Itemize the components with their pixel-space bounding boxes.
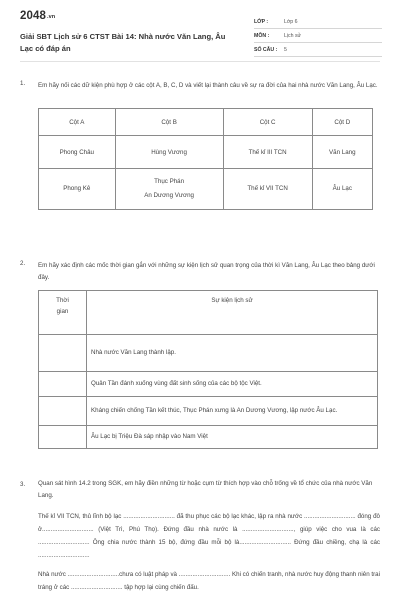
event-cell: Kháng chiến chống Tần kết thúc, Thục Phán xưng là An Dương Vương, lập nước Âu Lạc.	[87, 397, 378, 426]
table-header-time	[39, 291, 87, 335]
meta-value: Lớp 6	[284, 18, 298, 25]
table-cell: Hùng Vương	[115, 136, 223, 169]
question-text: Em hãy nối các dữ kiện phù hợp ở các cột A, B, C, D và viết lại thành câu về sự ra đời của hai nhà nước Văn Lang, Âu Lạc.	[38, 82, 378, 89]
meta-row-subject	[254, 29, 382, 43]
table-cell: Âu Lạc	[312, 169, 372, 210]
time-answer-cell[interactable]	[39, 372, 87, 397]
document-meta	[254, 15, 382, 57]
question-3	[20, 478, 380, 594]
timeline-table	[38, 290, 378, 449]
logo-text: 2048	[20, 10, 46, 22]
cell-line: Thục Phán	[154, 178, 185, 185]
time-answer-cell[interactable]	[39, 335, 87, 372]
question-number: 2.	[20, 260, 26, 267]
event-cell: Nhà nước Văn Lang thành lập.	[87, 335, 378, 372]
table-cell: Phong Châu	[39, 136, 116, 169]
question-text: Em hãy xác định các mốc thời gian gắn với những sự kiện lịch sử quan trọng của thời kì Văn Lang, Âu Lạc theo bảng dưới đây.	[38, 262, 375, 281]
fill-in-paragraph: Thế kỉ VII TCN, thủ lĩnh bộ lạc .............................. đã thu phục các bộ lạc khác, lập ra nhà nước .............................. đóng đô ở.............................. (Việt Trì, Phú Thọ). Đứng đầu nhà nước là .............................., giúp việc cho vua là các .............................. Ông chia nước thành 15 bộ, đứng đầu mỗi bộ là.............................. Đứng đầu chiềng, chạ là các ..............................	[38, 513, 380, 559]
meta-value: Lịch sử	[284, 32, 302, 39]
document-title: Giải SBT Lịch sử 6 CTST Bài 14: Nhà nước Văn Lang, Âu Lạc có đáp án	[20, 32, 226, 53]
table-cell: Phong Kê	[39, 169, 116, 210]
question-text: Quan sát hình 14.2 trong SGK, em hãy điền những từ hoặc cụm từ thích hợp vào chỗ trống về tổ chức của nhà nước Văn Lang.	[38, 480, 373, 499]
table-header-event: Sự kiện lịch sử	[87, 291, 378, 335]
table-header: Cột B	[115, 109, 223, 136]
logo-tld: .vn	[46, 14, 56, 20]
table-row	[39, 169, 373, 210]
table-cell: Thế kỉ VII TCN	[223, 169, 312, 210]
table-cell	[115, 169, 223, 210]
table-cell: Văn Lang	[312, 136, 372, 169]
cell-line: An Dương Vương	[144, 192, 194, 199]
header-line: Thời	[56, 297, 69, 304]
question-2	[20, 260, 380, 284]
table-cell: Thế kỉ III TCN	[223, 136, 312, 169]
event-cell: Quân Tần đánh xuống vùng đất sinh sống của các bộ tộc Việt.	[87, 372, 378, 397]
table-row	[39, 335, 378, 372]
site-logo[interactable]	[20, 10, 55, 22]
matching-table	[38, 108, 373, 210]
time-answer-cell[interactable]	[39, 426, 87, 449]
table-row	[39, 397, 378, 426]
meta-row-question-count	[254, 43, 382, 57]
meta-key: MÔN :	[254, 32, 270, 39]
question-number: 1.	[20, 80, 26, 87]
table-row	[39, 136, 373, 169]
header-line: gian	[56, 308, 69, 315]
question-number: 3.	[20, 481, 26, 488]
table-row	[39, 426, 378, 449]
header-divider	[20, 61, 380, 62]
table-header: Cột D	[312, 109, 372, 136]
time-answer-cell[interactable]	[39, 397, 87, 426]
meta-key: SỐ CÂU :	[254, 46, 278, 53]
meta-row-grade	[254, 15, 382, 29]
event-cell: Âu Lạc bị Triệu Đà sáp nhập vào Nam Việt	[87, 426, 378, 449]
meta-value: 5	[284, 46, 287, 53]
question-1	[20, 80, 380, 92]
table-row	[39, 372, 378, 397]
fill-in-paragraph: Nhà nước ..............................chưa có luật pháp và .............................. Khi có chiến tranh, nhà nước huy động thanh niên trai tráng ở các .............................. tập hợp lại cùng chiến đấu.	[38, 571, 380, 591]
meta-key: LỚP :	[254, 18, 269, 25]
table-header: Cột C	[223, 109, 312, 136]
table-header: Cột A	[39, 109, 116, 136]
